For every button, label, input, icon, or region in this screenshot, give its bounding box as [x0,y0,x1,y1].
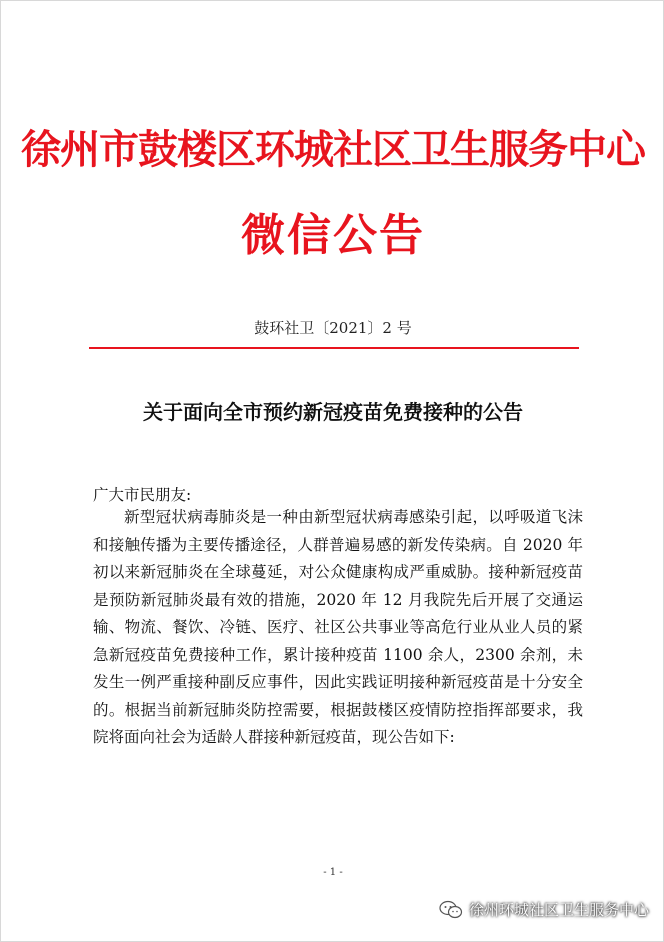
org-title-line1: 徐州市鼓楼区环城社区卫生服务中心 [21,126,645,173]
page-number: - 1 - [323,867,343,878]
red-divider [89,347,579,349]
salutation: 广大市民朋友: [93,486,192,504]
org-title-line2: 微信公告 [241,210,425,261]
document-number: 鼓环社卫〔2021〕2 号 [254,319,412,337]
wechat-watermark [439,899,649,920]
body-paragraph: 新型冠状病毒肺炎是一种由新型冠状病毒感染引起，以呼吸道飞沫和接触传播为主要传播途径，人群普遍易感的新发传染病。自 2020 年初以来新冠肺炎在全球蔓延，对公众健康构成严重威胁。接种新冠疫苗是预防新冠肺炎最有效的措施，2020 年 12 月我院先后开展了交通运输、物流、餐饮、冷链、医疗、社区公共事业等高危行业从业人员的紧急新冠疫苗免费接种工作，累计接种疫苗 1100 余人，2300 余剂，未发生一例严重接种副反应事件，因此实践证明接种新冠疫苗是十分安全的。根据当前新冠肺炎防控需要，根据鼓楼区疫情防控指挥部要求，我院将面向社会为适龄人群接种新冠疫苗，现公告如下: [93,508,583,746]
notice-title: 关于面向全市预约新冠疫苗免费接种的公告 [143,400,523,424]
wechat-icon [439,900,463,920]
watermark-text: 徐州环城社区卫生服务中心 [468,901,649,919]
